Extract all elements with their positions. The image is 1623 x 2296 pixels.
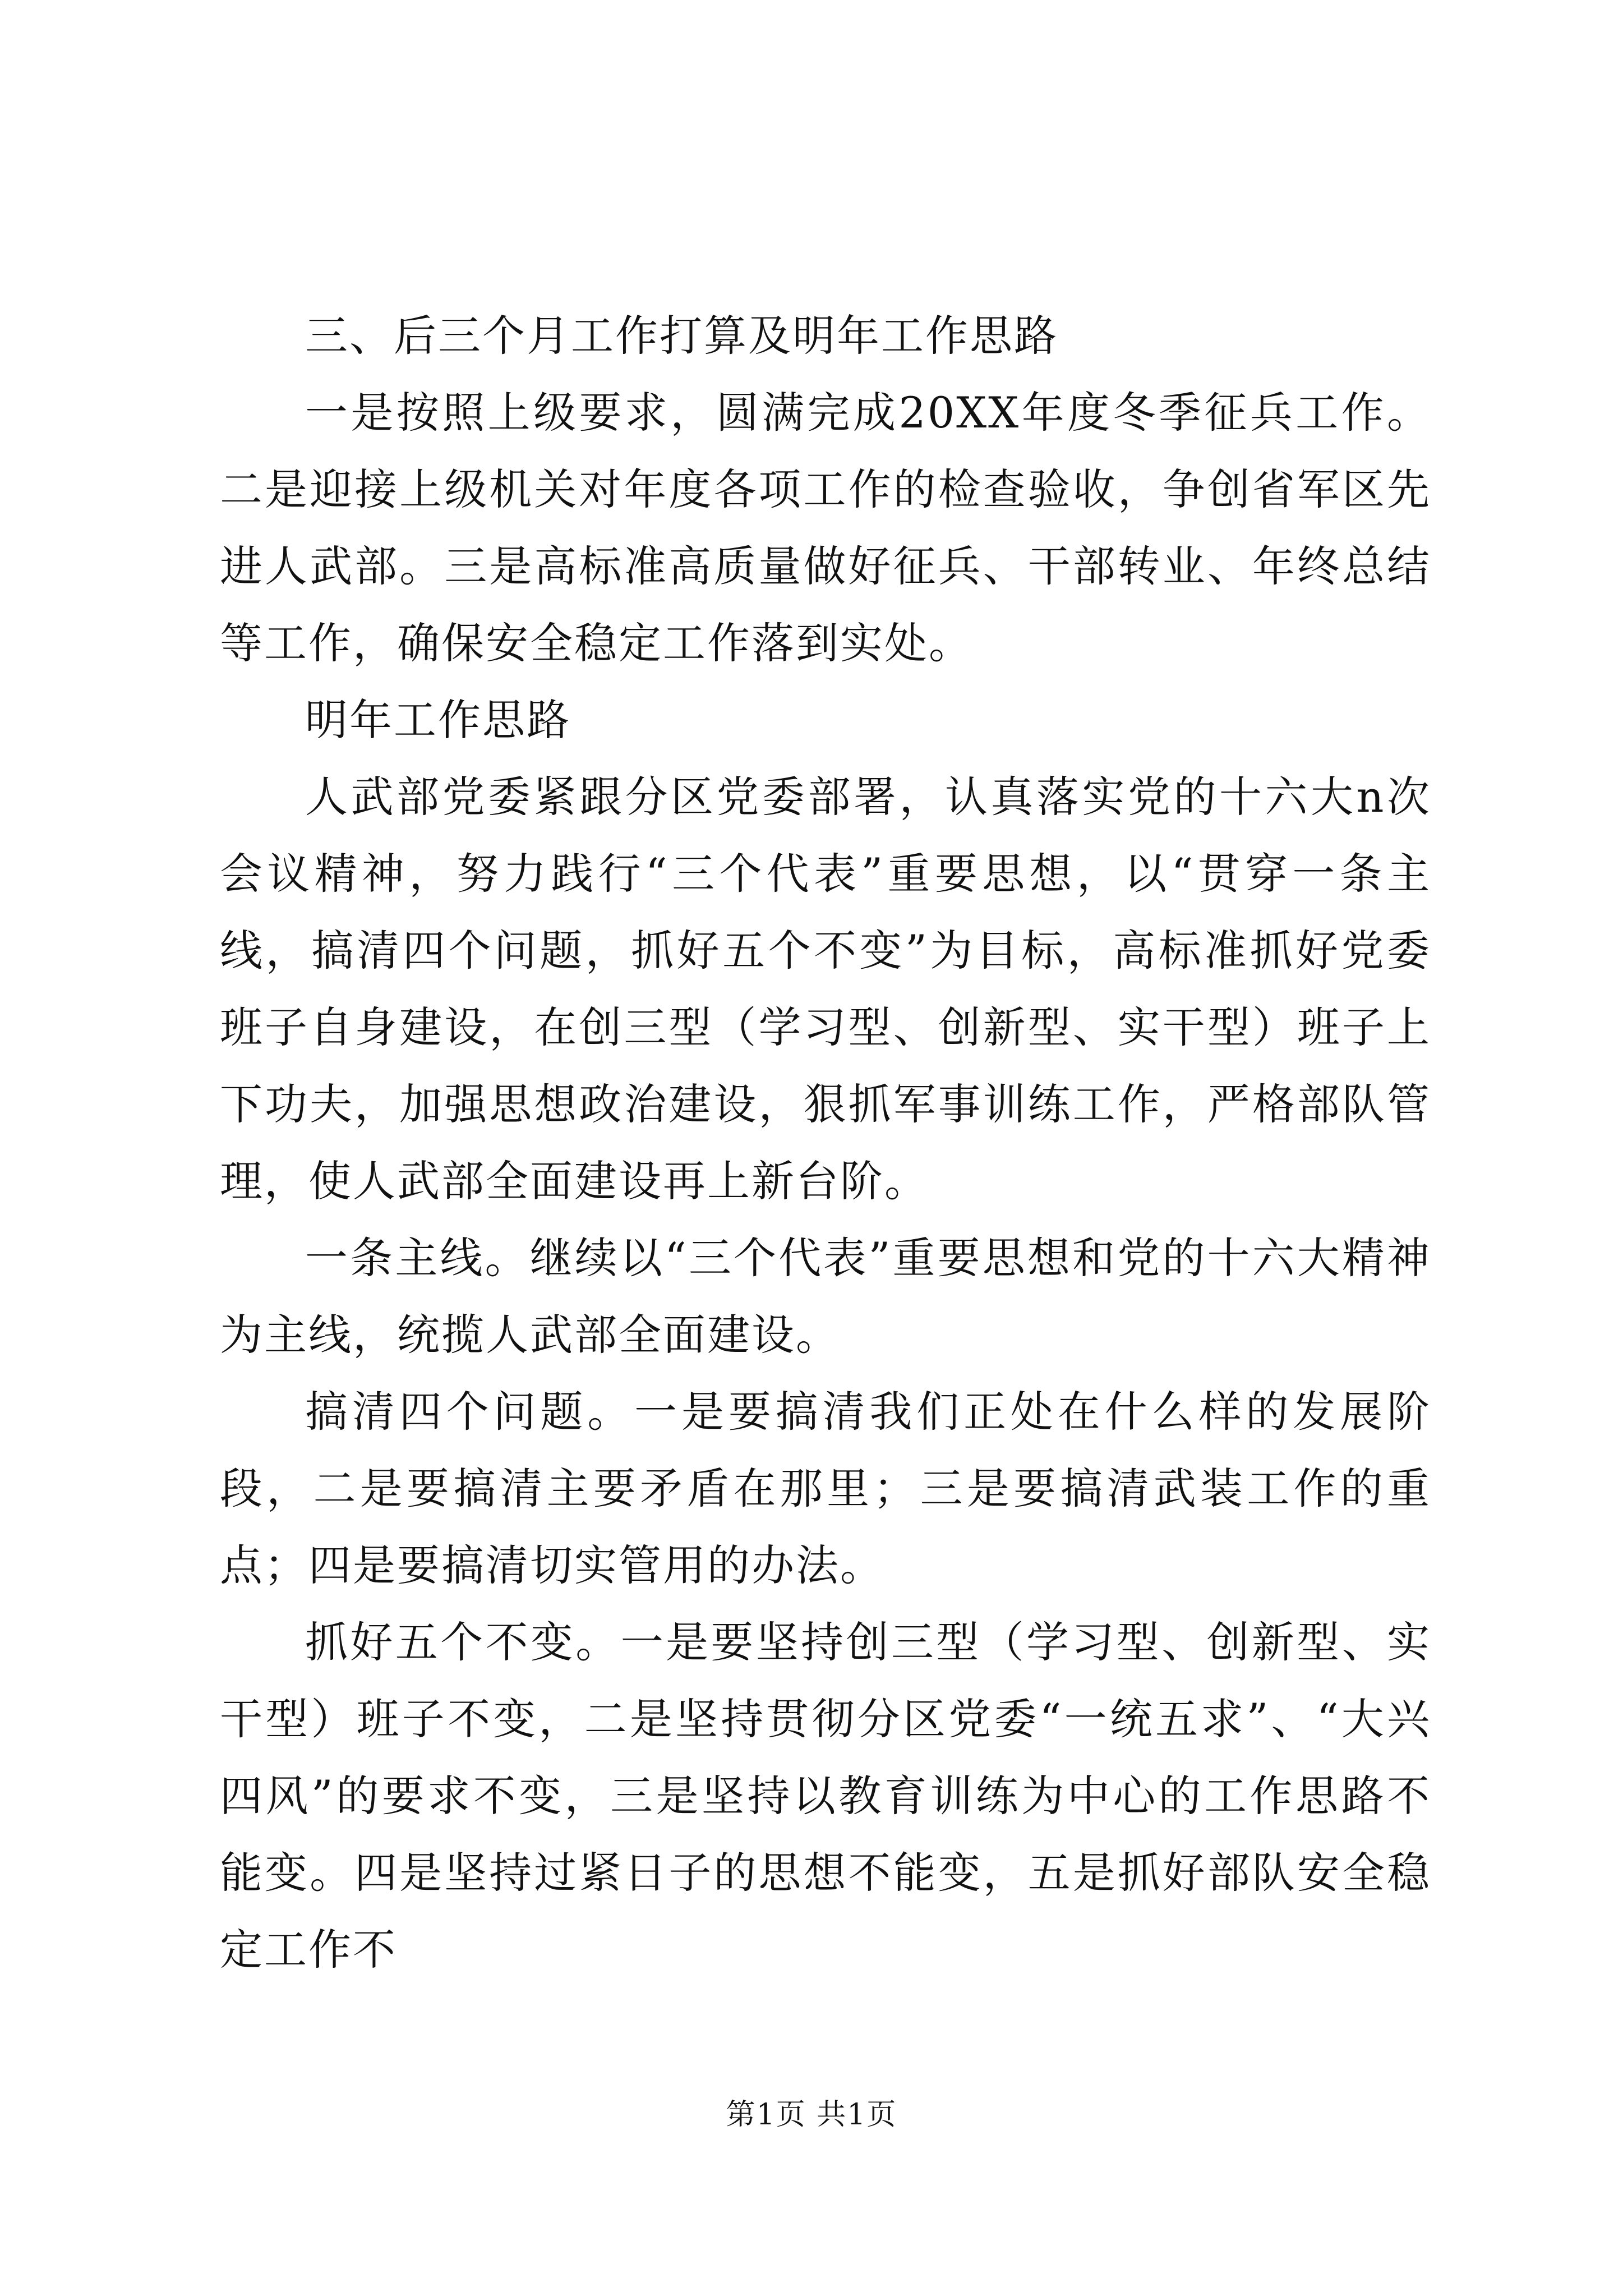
paragraph-four-questions: 搞清四个问题。一是要搞清我们正处在什么样的发展阶段，二是要搞清主要矛盾在那里；三是要搞清武装工作的重点；四是要搞清切实管用的办法。 (220, 1387, 1431, 1590)
section-heading: 三、后三个月工作打算及明年工作思路 (305, 311, 1058, 361)
page-footer: 第1页 共1页 (726, 2098, 897, 2132)
document-body (220, 297, 1431, 1988)
paragraph-remaining-work: 一是按照上级要求，圆满完成20XX年度冬季征兵工作。二是迎接上级机关对年度各项工作的检查验收，争创省军区先进人武部。三是高标准高质量做好征兵、干部转业、年终总结等工作，确保安全稳定工作落到实处。 (220, 388, 1431, 668)
paragraph-main-line: 一条主线。继续以“三个代表”重要思想和党的十六大精神为主线，统揽人武部全面建设。 (220, 1233, 1431, 1360)
paragraph-party-committee: 人武部党委紧跟分区党委部署，认真落实党的十六大n次会议精神，努力践行“三个代表”重要思想，以“贯穿一条主线，搞清四个问题，抓好五个不变”为目标，高标准抓好党委班子自身建设，在创三型（学习型、创新型、实干型）班子上下功夫，加强思想政治建设，狠抓军事训练工作，严格部队管理，使人武部全面建设再上新台阶。 (220, 772, 1431, 1206)
subheading-next-year: 明年工作思路 (305, 695, 571, 745)
paragraph-five-constants: 抓好五个不变。一是要坚持创三型（学习型、创新型、实干型）班子不变，二是坚持贯彻分区党委“一统五求”、“大兴四风”的要求不变，三是坚持以教育训练为中心的工作思路不能变。四是坚持过紧日子的思想不能变，五是抓好部队安全稳定工作不 (220, 1617, 1431, 1975)
